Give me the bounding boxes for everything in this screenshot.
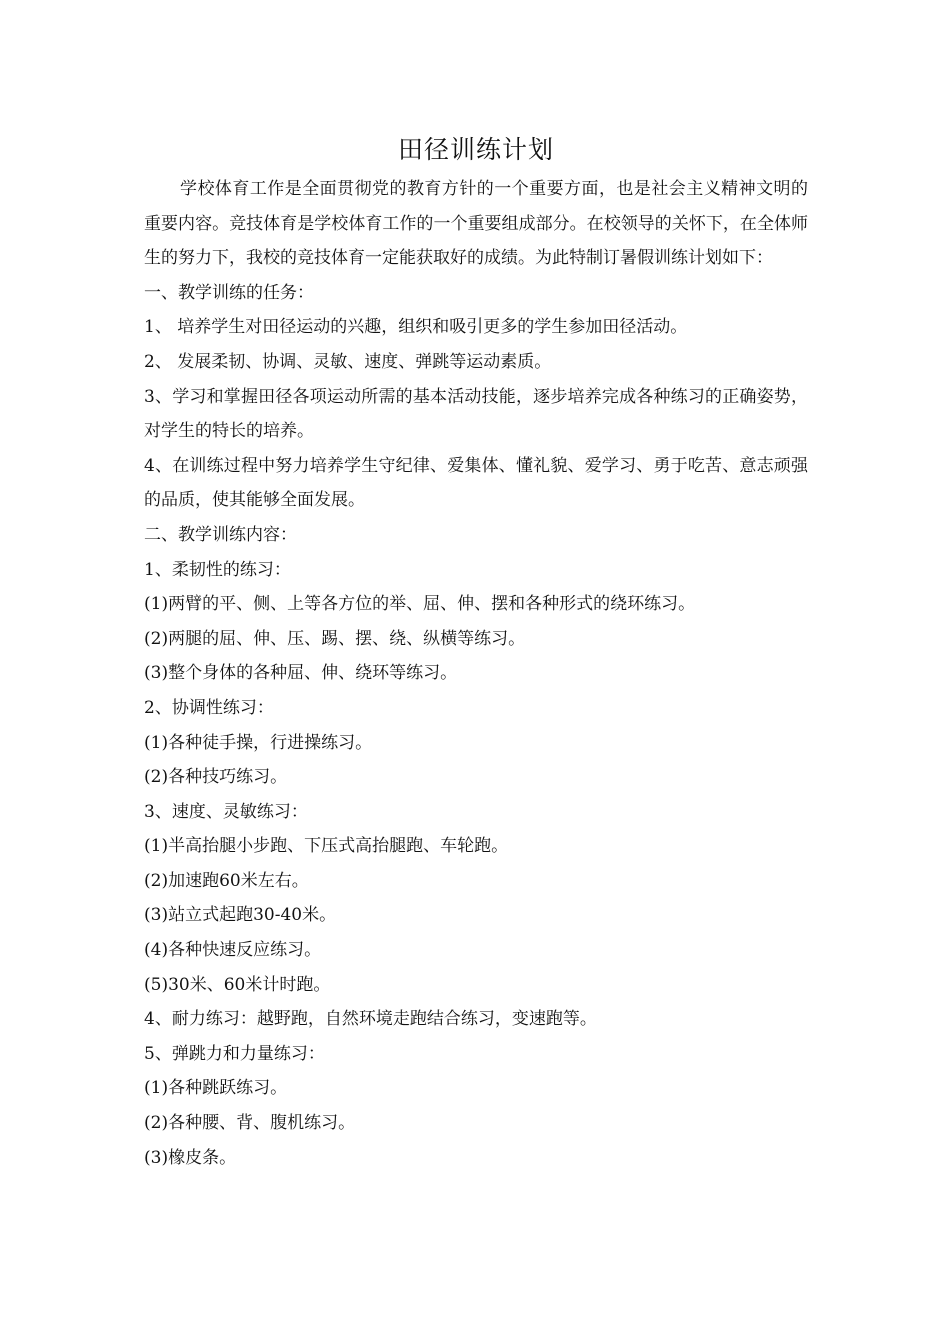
task-item-1: 1、 培养学生对田径运动的兴趣，组织和吸引更多的学生参加田径活动。 xyxy=(144,317,688,338)
list-item: (3)橡皮条。 xyxy=(144,1147,237,1168)
subsection-flexibility: 1、柔韧性的练习： xyxy=(144,559,291,580)
list-item: (2)两腿的屈、伸、压、踢、摆、绕、纵横等练习。 xyxy=(144,628,526,649)
document-page xyxy=(144,128,808,1175)
subsection-endurance: 4、耐力练习：越野跑，自然环境走跑结合练习，变速跑等。 xyxy=(144,1009,597,1030)
list-item: (2)加速跑60米左右。 xyxy=(144,870,309,891)
list-item: (3)整个身体的各种屈、伸、绕环等练习。 xyxy=(144,663,458,684)
subsection-speed-agility: 3、速度、灵敏练习： xyxy=(144,801,308,822)
list-item: (1)两臂的平、侧、上等各方位的举、屈、伸、摆和各种形式的绕环练习。 xyxy=(144,594,696,615)
intro-paragraph: 学校体育工作是全面贯彻党的教育方针的一个重要方面，也是社会主义精神文明的重要内容。竞技体育是学校体育工作的一个重要组成部分。在校领导的关怀下，在全体师生的努力下，我校的竞技体育一定能获取好的成绩。为此特制订暑假训练计划如下： xyxy=(144,179,808,269)
list-item: (2)各种腰、背、腹机练习。 xyxy=(144,1113,356,1134)
task-item-4: 4、在训练过程中努力培养学生守纪律、爱集体、懂礼貌、爱学习、勇于吃苦、意志顽强的品质，使其能够全面发展。 xyxy=(144,455,808,511)
list-item: (5)30米、60米计时跑。 xyxy=(144,974,331,995)
document-title: 田径训练计划 xyxy=(397,135,554,164)
subsection-jumping-strength: 5、弹跳力和力量练习： xyxy=(144,1043,325,1064)
list-item: (1)各种跳跃练习。 xyxy=(144,1078,288,1099)
task-item-3: 3、学习和掌握田径各项运动所需的基本活动技能，逐步培养完成各种练习的正确姿势，对学生的特长的培养。 xyxy=(144,386,808,442)
list-item: (1)半高抬腿小步跑、下压式高抬腿跑、车轮跑。 xyxy=(144,836,509,857)
list-item: (1)各种徒手操，行进操练习。 xyxy=(144,732,373,753)
section-heading-content: 二、教学训练内容： xyxy=(144,524,297,545)
task-item-2: 2、 发展柔韧、协调、灵敏、速度、弹跳等运动素质。 xyxy=(144,351,552,372)
section-heading-tasks: 一、教学训练的任务： xyxy=(144,282,314,303)
list-item: (4)各种快速反应练习。 xyxy=(144,940,322,961)
list-item: (3)站立式起跑30-40米。 xyxy=(144,905,337,926)
list-item: (2)各种技巧练习。 xyxy=(144,767,288,788)
subsection-coordination: 2、协调性练习： xyxy=(144,697,274,718)
